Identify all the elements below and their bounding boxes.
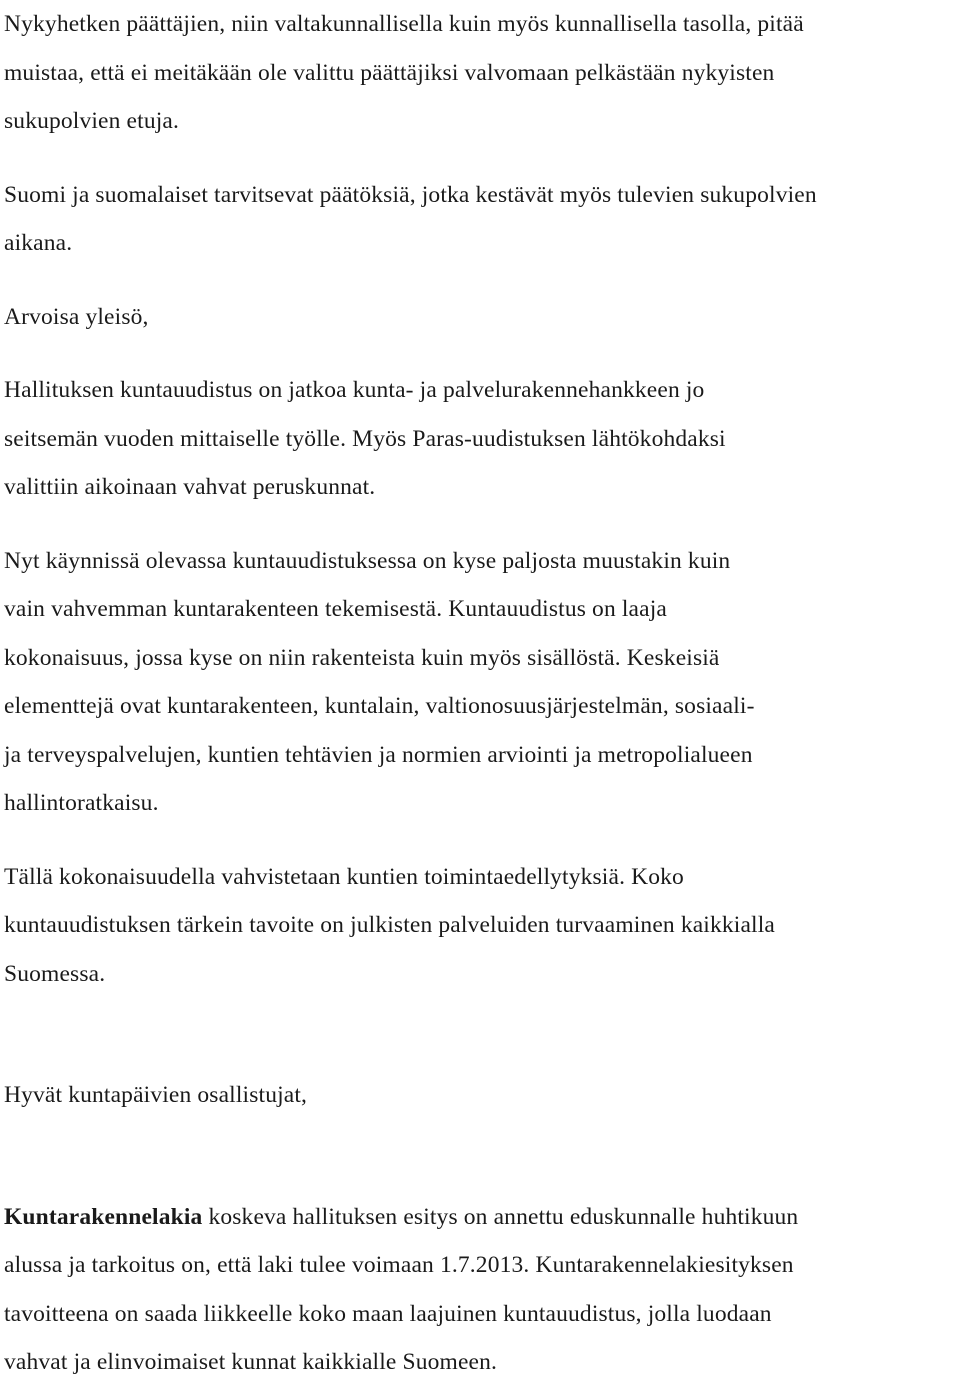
text-line: Tällä kokonaisuudella vahvistetaan kuntien toimintaedellytyksiä. Koko [4, 863, 684, 890]
text-line: vain vahvemman kuntarakenteen tekemisestä. Kuntauudistus on laaja [4, 596, 667, 622]
text-line: Arvoisa yleisö, [4, 303, 149, 330]
text-line [4, 1193, 956, 1242]
text-line: vahvat ja elinvoimaiset kunnat kaikkialle Suomeen. [4, 1349, 498, 1375]
text-line: valittiin aikoinaan vahvat peruskunnat. [4, 474, 376, 500]
text-line: ja terveyspalvelujen, kuntien tehtävien ja normien arviointi ja metropolialueen [4, 741, 753, 768]
text-line: aikana. [4, 230, 73, 256]
text-line: kokonaisuus, jossa kyse on niin rakenteista kuin myös sisällöstä. Keskeisiä [4, 644, 720, 671]
text-line: Nyt käynnissä olevassa kuntauudistuksessa on kyse paljosta muustakin kuin [4, 547, 731, 574]
text-line: Nykyhetken päättäjien, niin valtakunnallisella kuin myös kunnallisella tasolla, pitää [4, 11, 804, 37]
paragraph-7 [4, 1071, 956, 1120]
text-line: alussa ja tarkoitus on, että laki tulee voimaan 1.7.2013. Kuntarakennelakiesityksen [4, 1252, 794, 1278]
text-line: kuntauudistuksen tärkein tavoite on julkisten palveluiden turvaaminen kaikkialla [4, 912, 775, 938]
document-page [4, 0, 956, 1387]
bold-term: Kuntarakennelakia [4, 1203, 203, 1230]
paragraph-5 [4, 537, 956, 828]
text-line: tavoitteena on saada liikkeelle koko maan laajuinen kuntauudistus, jolla luodaan [4, 1300, 772, 1327]
text-line: Hallituksen kuntauudistus on jatkoa kunta- ja palvelurakennehankkeen jo [4, 377, 705, 403]
paragraph-1 [4, 0, 956, 146]
text-line: muistaa, että ei meitäkään ole valittu päättäjiksi valvomaan pelkästään nykyisten [4, 59, 775, 86]
paragraph-3 [4, 293, 956, 342]
text-line: sukupolvien etuja. [4, 108, 180, 134]
paragraph-4 [4, 366, 956, 512]
paragraph-2 [4, 171, 956, 268]
text-line: elementtejä ovat kuntarakenteen, kuntalain, valtionosuusjärjestelmän, sosiaali- [4, 693, 755, 719]
paragraph-6 [4, 853, 956, 999]
text-line: Suomessa. [4, 960, 106, 987]
text-run: koskeva hallituksen esitys on annettu eduskunnalle huhtikuun [202, 1203, 799, 1230]
text-line: Hyvät kuntapäivien osallistujat, [4, 1082, 308, 1108]
text-line: Suomi ja suomalaiset tarvitsevat päätöksiä, jotka kestävät myös tulevien sukupolvien [4, 181, 817, 208]
paragraph-8 [4, 1193, 956, 1387]
text-line: seitsemän vuoden mittaiselle työlle. Myös Paras-uudistuksen lähtökohdaksi [4, 425, 726, 452]
text-line: hallintoratkaisu. [4, 790, 159, 816]
